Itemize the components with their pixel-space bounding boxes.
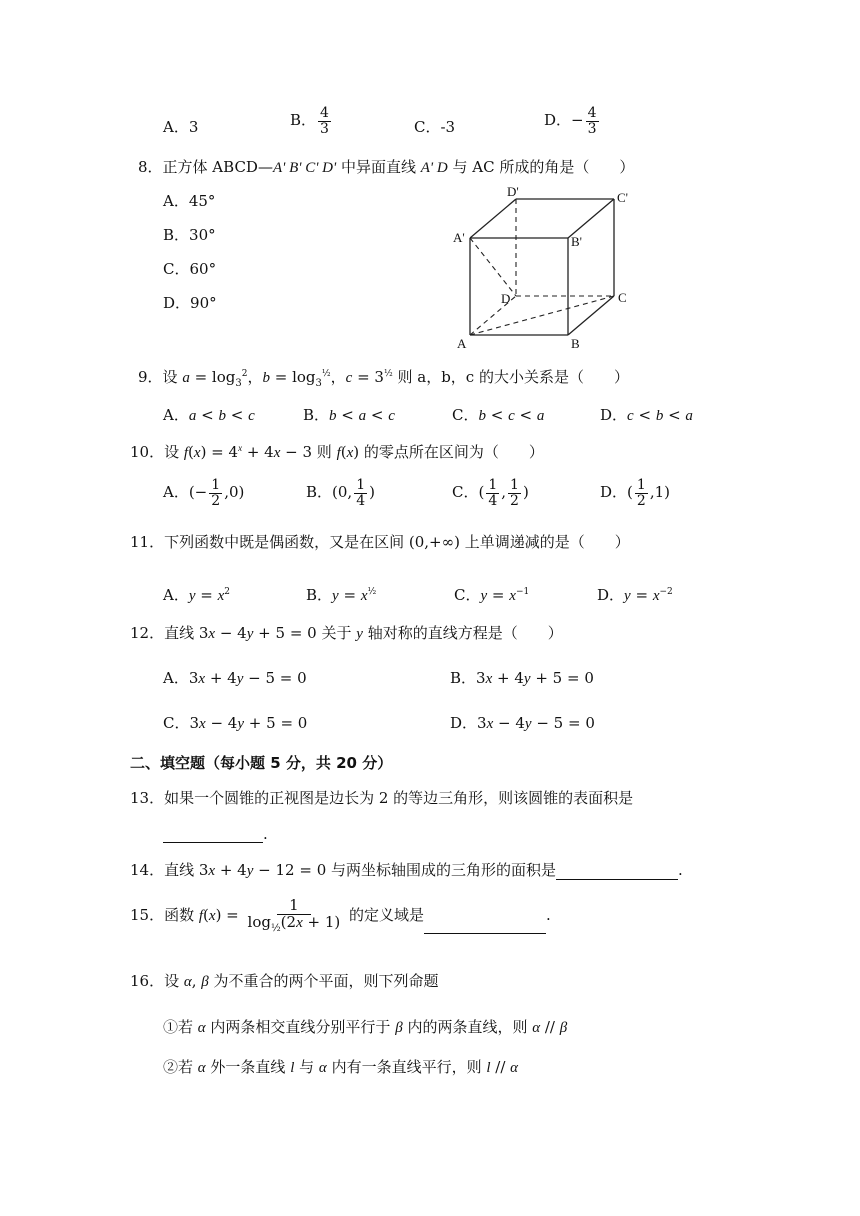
q9-option-b: B．b < a < c [303, 406, 395, 424]
q12-option-d: D．3x − 4y − 5 = 0 [450, 714, 595, 732]
q11-option-d: D．$y = x^{-2}$ [597, 586, 673, 604]
q10-option-d: D．( $\frac{1}{2}$ ,1) [600, 477, 670, 509]
cube-label-a-prime: A' [453, 230, 465, 245]
q10-option-a: A．(− $\frac{1}{2}$ ,0) [163, 477, 245, 509]
q7-option-d: D．− $\frac{4}{3}$ [544, 105, 597, 137]
cube-label-b: B [571, 336, 580, 351]
q8-option-c: C．60° [163, 260, 217, 278]
q12-option-c: C．3x − 4y + 5 = 0 [163, 714, 308, 732]
q15-question: 15．函数 f(x) = $\frac{1}{\log_{\frac{1}{2}}(2x + 1)}$ 的定义域是 . [130, 896, 551, 934]
q11-option-b: B．$y = x^{\frac{1}{2}}$ [306, 586, 377, 604]
cube-label-b-prime: B' [571, 234, 583, 249]
q13-question: 13．如果一个圆锥的正视图是边长为 2 的等边三角形，则该圆锥的表面积是 [130, 789, 634, 807]
cube-label-d: D [501, 291, 511, 306]
q10-option-c: C．( $\frac{1}{4}$ , $\frac{1}{2}$ ) [452, 477, 529, 509]
cube-label-c: C [618, 290, 627, 305]
q8-question: 8．正方体 ABCD—A' B' C' D' 中异面直线 A' D 与 AC 所成的角是（ ） [138, 158, 635, 176]
cube-label-c-prime: C' [617, 190, 629, 205]
q9-option-a: A．a < b < c [163, 406, 255, 424]
q16-item-2: ②若 α 外一条直线 l 与 α 内有一条直线平行，则 l // α [163, 1058, 519, 1076]
q10-option-b: B．(0, $\frac{1}{4}$ ) [306, 477, 375, 509]
q7-option-b: B． $\frac{4}{3}$ [290, 105, 329, 137]
q9-option-c: C．b < c < a [452, 406, 545, 424]
q13-answer-blank: . [163, 824, 268, 843]
q12-option-a: A．3x + 4y − 5 = 0 [163, 669, 307, 687]
q12-question: 12．直线 3x − 4y + 5 = 0 关于 y 轴对称的直线方程是（ ） [130, 624, 563, 642]
q8-option-d: D．90° [163, 294, 217, 312]
q10-question: 10．设 $f(x) = 4^x + 4x - 3$ 则 f(x) 的零点所在区间为（ ） [130, 443, 544, 461]
section-title: 二、填空题（每小题 5 分，共 20 分） [130, 754, 393, 772]
q11-question: 11．下列函数中既是偶函数，又是在区间 (0,+∞) 上单调递减的是（ ） [130, 533, 630, 551]
q16-item-1: ①若 α 内两条相交直线分别平行于 β 内的两条直线，则 α // β [163, 1018, 568, 1036]
q8-option-a: A．45° [163, 192, 216, 210]
cube-label-d-prime: D' [507, 184, 519, 199]
q7-option-c: C．-3 [414, 118, 456, 136]
q11-option-a: A．$y = x^2$ [163, 586, 231, 604]
q11-option-c: C．$y = x^{-1}$ [454, 586, 530, 604]
q12-option-b: B．3x + 4y + 5 = 0 [450, 669, 594, 687]
q9-option-d: D．c < b < a [600, 406, 693, 424]
q8-option-b: B．30° [163, 226, 216, 244]
q14-question: 14．直线 3x + 4y − 12 = 0 与两坐标轴围成的三角形的面积是 . [130, 861, 683, 879]
q16-question: 16．设 α, β 为不重合的两个平面，则下列命题 [130, 972, 439, 990]
q9-question: 9．设 $a = \log_3^2$，$b = \log_3^{\frac{1}{2}}$，$c = 3^{\frac{1}{2}}$ 则 a，b，c 的大小关系是（ ） [138, 368, 629, 389]
q7-option-a: A．3 [163, 118, 199, 136]
cube-figure [445, 182, 645, 352]
cube-label-a: A [457, 336, 467, 351]
